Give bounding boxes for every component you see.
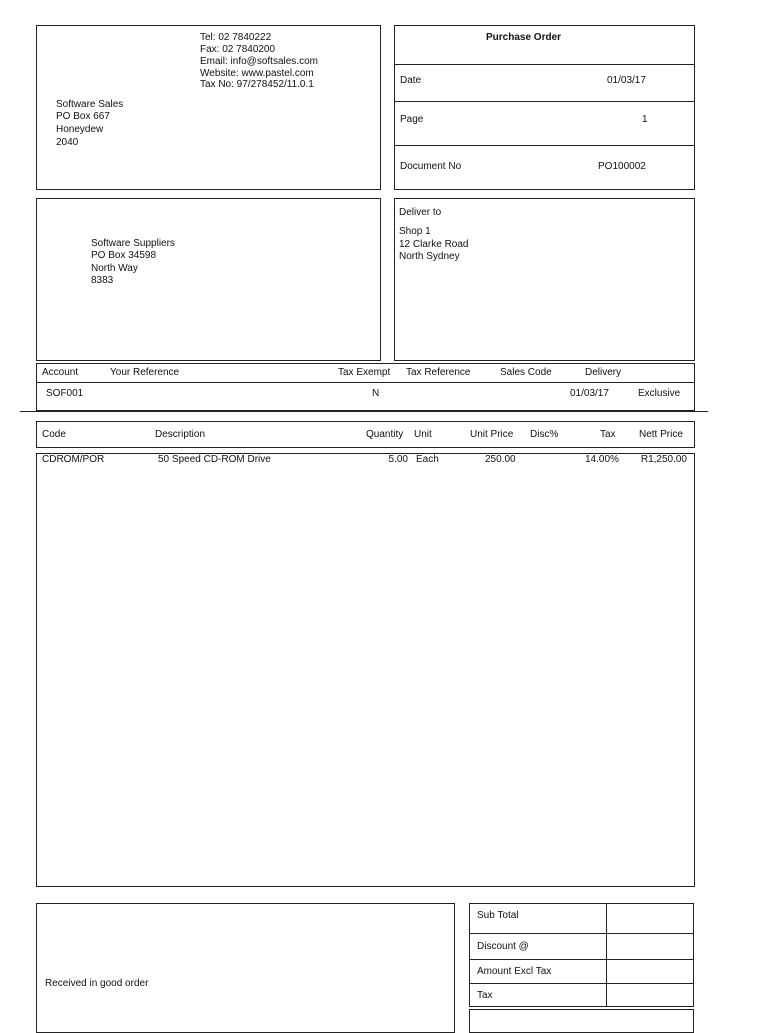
- code-header: Code: [42, 429, 66, 440]
- page-separator: [20, 411, 708, 412]
- total-box: [469, 1009, 694, 1033]
- company-fax: Fax: 02 7840200: [200, 44, 276, 55]
- supplier-address1: PO Box 34598: [91, 250, 157, 261]
- company-address1: PO Box 667: [56, 111, 110, 122]
- doc-title: Purchase Order: [486, 32, 562, 43]
- item-quantity: 5.00: [388, 454, 408, 465]
- company-email: Email: info@softsales.com: [200, 56, 318, 67]
- tax-label: Tax: [477, 990, 493, 1001]
- sub-total-label: Sub Total: [477, 910, 519, 921]
- totals-divider-2: [469, 959, 694, 960]
- date-label: Date: [400, 75, 422, 86]
- nett-price-header: Nett Price: [639, 429, 683, 440]
- item-unit-price: 250.00: [485, 454, 516, 465]
- page-value: 1: [642, 114, 648, 125]
- tax-reference-header: Tax Reference: [406, 367, 471, 378]
- doc-divider-1: [394, 64, 695, 65]
- description-header: Description: [155, 429, 206, 440]
- account-header: Account: [42, 367, 79, 378]
- totals-column-divider: [606, 903, 607, 1007]
- deliver-line3: North Sydney: [399, 251, 460, 262]
- exclusive-value: Exclusive: [638, 388, 681, 399]
- disc-header: Disc%: [530, 429, 559, 440]
- company-address2: Honeydew: [56, 124, 104, 135]
- received-text: Received in good order: [45, 978, 149, 989]
- item-description: 50 Speed CD-ROM Drive: [158, 454, 271, 465]
- account-value: SOF001: [46, 388, 84, 399]
- tax-header: Tax: [600, 429, 616, 440]
- deliver-label: Deliver to: [399, 207, 442, 218]
- tax-exempt-header: Tax Exempt: [338, 367, 391, 378]
- company-postcode: 2040: [56, 137, 79, 148]
- docno-label: Document No: [400, 161, 462, 172]
- deliver-line2: 12 Clarke Road: [399, 239, 469, 250]
- item-nett-price: R1,250.00: [640, 454, 687, 465]
- sales-code-header: Sales Code: [500, 367, 552, 378]
- supplier-name: Software Suppliers: [91, 238, 175, 249]
- received-box: [36, 903, 455, 1033]
- amount-excl-tax-label: Amount Excl Tax: [477, 966, 552, 977]
- supplier-postcode: 8383: [91, 275, 114, 286]
- item-code: CDROM/POR: [42, 454, 105, 465]
- totals-divider-1: [469, 933, 694, 934]
- item-unit: Each: [416, 454, 439, 465]
- tax-exempt-value: N: [372, 388, 380, 399]
- deliver-box: [394, 198, 695, 361]
- page-label: Page: [400, 114, 424, 125]
- totals-divider-3: [469, 983, 694, 984]
- item-tax: 14.00%: [585, 454, 619, 465]
- supplier-address2: North Way: [91, 263, 138, 274]
- delivery-header: Delivery: [585, 367, 622, 378]
- supplier-box: [36, 198, 381, 361]
- deliver-line1: Shop 1: [399, 226, 431, 237]
- delivery-date-value: 01/03/17: [570, 388, 609, 399]
- doc-divider-2: [394, 101, 695, 102]
- quantity-header: Quantity: [366, 429, 404, 440]
- docno-value: PO100002: [598, 161, 646, 172]
- discount-label: Discount @: [477, 941, 529, 952]
- company-website: Website: www.pastel.com: [200, 68, 314, 79]
- company-tel: Tel: 02 7840222: [200, 32, 272, 43]
- date-value: 01/03/17: [607, 75, 646, 86]
- doc-divider-3: [394, 145, 695, 146]
- unit-price-header: Unit Price: [470, 429, 514, 440]
- unit-header: Unit: [414, 429, 432, 440]
- company-tax-no: Tax No: 97/278452/11.0.1: [200, 79, 314, 90]
- company-name: Software Sales: [56, 99, 124, 110]
- lines-body-box: [36, 453, 695, 887]
- your-reference-header: Your Reference: [110, 367, 180, 378]
- account-divider: [36, 382, 695, 383]
